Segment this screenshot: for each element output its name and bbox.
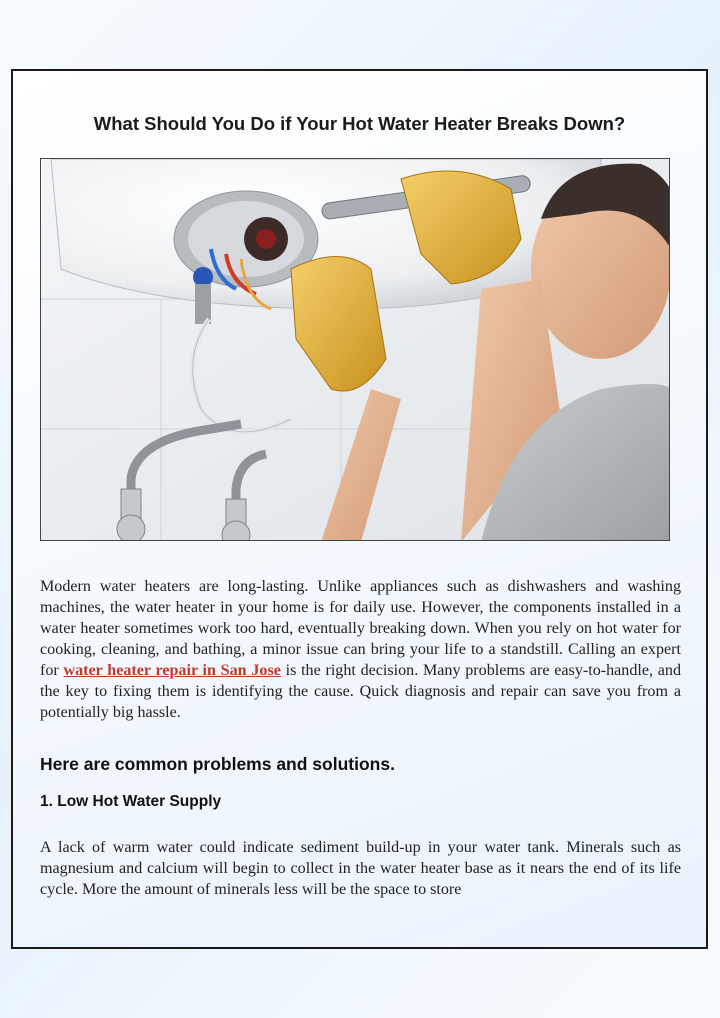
photo-illustration bbox=[41, 159, 670, 541]
problem-1-paragraph: A lack of warm water could indicate sediment build-up in your water tank. Minerals such as magnesium and calcium will begin to collect in the water heater base as it nears the end of its life cycle. More the amount of minerals less will be the space to store bbox=[40, 839, 681, 898]
intro-text-part-2: is the right decision. Many problems are easy-to-handle, and the key to fixing them is identifying the cause. Quick diagnosis and repair can save you from a potentially big hassle. bbox=[40, 662, 681, 721]
article-title: What Should You Do if Your Hot Water Heater Breaks Down? bbox=[93, 113, 626, 134]
water-heater-repair-photo bbox=[40, 158, 670, 541]
page-frame bbox=[11, 69, 708, 949]
intro-paragraph bbox=[40, 576, 681, 723]
water-heater-repair-link[interactable]: water heater repair in San Jose bbox=[63, 662, 281, 679]
problem-1-heading: 1. Low Hot Water Supply bbox=[40, 793, 222, 810]
intro-text-part-1: Modern water heaters are long-lasting. Unlike appliances such as dishwashers and washing machines, the water heater in your home is for daily use. However, the components installed in a water heater sometimes work too hard, eventually breaking down. When you rely on hot water for cooking, cleaning, and bathing, a minor issue can bring your life to a standstill. Calling an expert for bbox=[40, 578, 681, 679]
section-heading: Here are common problems and solutions. bbox=[40, 754, 395, 774]
